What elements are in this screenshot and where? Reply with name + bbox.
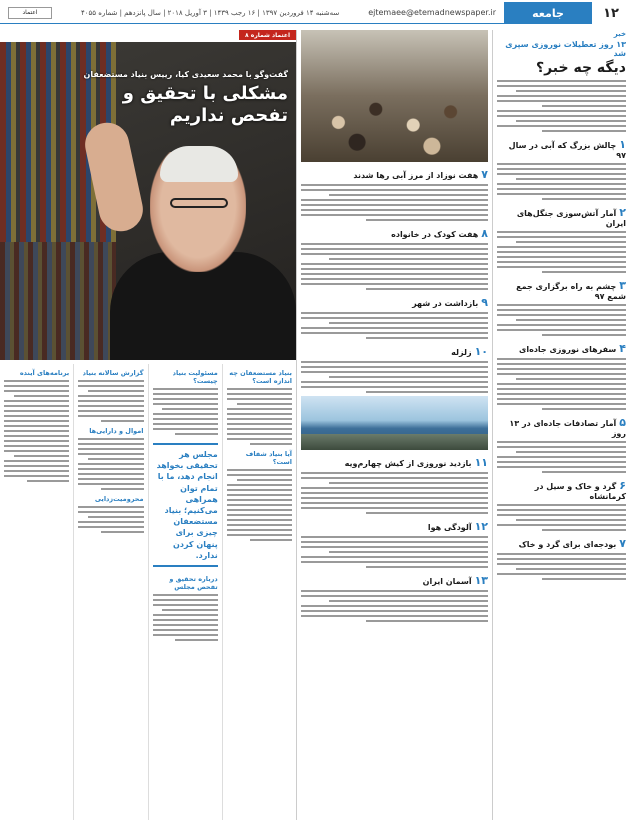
story-column [148,364,222,820]
middle-item: ۱۳آسمان ایران [422,574,488,587]
main-story [0,30,296,820]
headline: مشکلی با تحقیق و تفحص نداریم [122,83,288,126]
section-label: جامعه [504,2,592,24]
story-columns [0,364,296,820]
question: مسئولیت بنیاد چیست؟ [172,369,218,385]
sidebar-item: ۳چشم به راه برگزاری جمع شمع ۹۷ [516,279,626,301]
dateline: سه‌شنبه ۱۴ فروردین ۱۳۹۷ | ۱۶ رجب ۱۴۳۹ | ۳ آوریل ۲۰۱۸ | سال پانزدهم | شماره ۴۰۵۵ [81,8,340,17]
story-column [73,364,147,820]
page-header [0,0,630,26]
sidebar-item: ۷بودجه‌ای برای گرد و خاک [518,537,626,550]
headline-block [68,70,288,126]
sidebar-subhead: ۱۳ روز تعطیلات نوروزی سپری شد [505,40,626,58]
crowd-photo [301,30,488,162]
kicker: گفت‌وگو با محمد سعیدی کیا، رییس بنیاد مستضعفان [83,70,288,79]
email-address[interactable]: ejtemaee@etemadnewspaper.ir [368,8,496,17]
question: درباره تحقیق و تفحص مجلس [169,574,218,591]
middle-item: ۱۲آلودگی هوا [427,520,488,533]
middle-item: ۱۰زلزله [451,345,488,358]
middle-item: ۱۱بازدید نوروزی از کیش چهارم‌ویه [344,456,488,469]
story-column [0,364,73,820]
middle-item: ۸هفت کودک در خانواده [391,227,488,240]
page-number: ۱۲ [603,5,619,21]
pull-quote: مجلس هر تحقیقی بخواهد انجام دهد، ما با تمام توان همراهی می‌کنیم؛ بنیاد مستضعفان چیزی برای پنهان کردن ندارد. [153,443,218,567]
question: محرومیت‌زدایی [94,495,144,503]
story-column [222,364,296,820]
question: بنیاد مستضعفان چه اندازه است؟ [229,369,292,385]
story-tag: اعتماد شماره ۸ [239,30,296,40]
question: آیا بنیاد شفاف است؟ [245,450,292,466]
sidebar-item: ۴سفر‌های نوروزی جاده‌ای [519,342,626,355]
header-line [0,2,504,24]
sidebar-item: ۶گرد و خاک و سیل در کرمانشاه [534,479,626,501]
question: اموال و دارایی‌ها [89,427,144,435]
sidebar-body [497,80,626,132]
sidebar-item: ۲آمار آتش‌سوزی جنگل‌های ایران [516,206,626,228]
middle-item: ۹بازداشت در شهر [412,296,488,309]
question: برنامه‌های آینده [19,369,70,377]
sidebar-tag: خبر [613,30,626,38]
middle-item: ۷هفت نوزاد از مرز آبی رها شدند [353,168,488,181]
middle-column [296,30,492,820]
sidebar-title: دیگه چه خبر؟ [535,60,626,76]
question: گزارش سالانه بنیاد [82,369,144,377]
sea-photo [301,396,488,450]
sidebar-item: ۵آمار تصادفات جاده‌ای در ۱۳ روز [509,416,626,438]
edition-logo: اعتماد [8,7,52,19]
sidebar-news [492,30,630,820]
sidebar-item: ۱چالش بزرگ که آبی در سال ۹۷ [508,138,626,160]
